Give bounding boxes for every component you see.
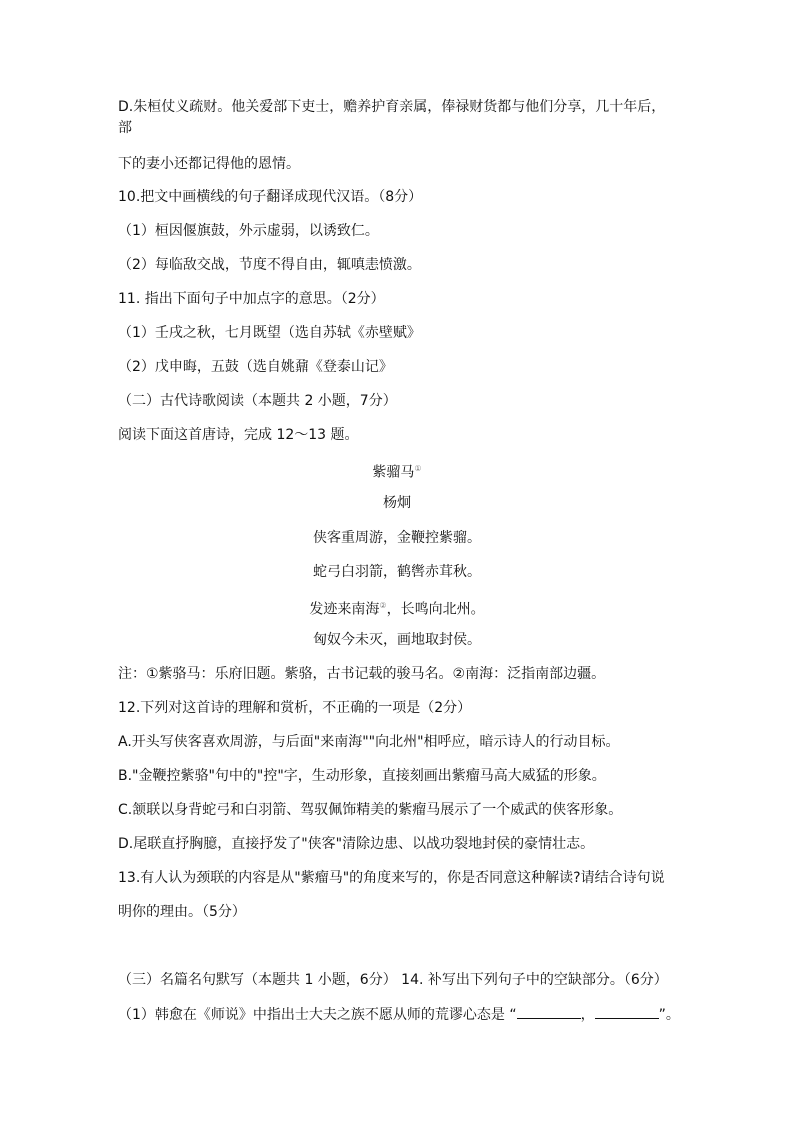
question-13-line-2: 明你的理由。（5分） bbox=[118, 904, 246, 920]
question-14-item-1-prefix: （1）韩愈在《师说》中指出士大夫之族不愿从师的荒谬心态是 “ bbox=[118, 1007, 517, 1023]
poem-line-1: 侠客重周游，金鞭控紫骝。 bbox=[313, 530, 481, 546]
poem-line-3-part-2: ，长鸣向北州。 bbox=[386, 601, 485, 618]
question-14-item-1-separator: ， bbox=[580, 1007, 595, 1023]
option-d-wrap-text: 部 bbox=[118, 120, 132, 136]
question-10-item-2: （2）每临敌交战，节度不得自由，辄嗔恚愤激。 bbox=[118, 257, 421, 273]
poem-title-text: 紫骝马 bbox=[372, 464, 415, 481]
section-3-heading: （三）名篇名句默写（本题共 1 小题，6分） 14. 补写出下列句子中的空缺部分。（6分） bbox=[118, 972, 668, 988]
poem-line-3-part-1: 发迹来南海 bbox=[309, 601, 380, 618]
answer-blank-1[interactable] bbox=[517, 1004, 581, 1019]
poem-notes: 注：①紫骆马：乐府旧题。紫骆，古书记载的骏马名。②南海：泛指南部边疆。 bbox=[118, 666, 606, 682]
question-11: 11. 指出下面句子中加点字的意思。（2分） bbox=[118, 291, 385, 307]
question-12-option-a: A.开头写侠客喜欢周游，与后面"来南海""向北州"相呼应，暗示诗人的行动目标。 bbox=[118, 734, 620, 750]
question-13-line-1: 13.有人认为颈联的内容是从"紫瘤马"的角度来写的，你是否同意这种解读?请结合诗句说 bbox=[118, 870, 665, 886]
question-12-option-b: B."金鞭控紫骆"句中的"控"字，生动形象，直接刻画出紫瘤马高大威猛的形象。 bbox=[118, 768, 606, 784]
option-d-wrap bbox=[118, 118, 132, 138]
question-14-item-1 bbox=[118, 1004, 680, 1025]
option-d-text: D.朱桓仗义疏财。他关爱部下吏士，赡养护育亲属，俸禄财货都与他们分享，几十年后， bbox=[118, 99, 666, 115]
question-12-option-d: D.尾联直抒胸臆，直接抒发了"侠客"清除边患、以战功裂地封侯的豪情壮志。 bbox=[118, 836, 595, 852]
poem-title-note-mark: ① bbox=[414, 464, 422, 473]
question-14-item-1-suffix: ”。 bbox=[658, 1007, 680, 1023]
option-d-line1 bbox=[118, 97, 665, 117]
question-10: 10.把文中画横线的句子翻译成现代汉语。（8分） bbox=[118, 189, 423, 205]
question-12: 12.下列对这首诗的理解和赏析，不正确的一项是（2分） bbox=[118, 700, 472, 716]
option-d-line2: 下的妻小还都记得他的恩情。 bbox=[118, 156, 300, 172]
poem-author: 杨炯 bbox=[383, 495, 411, 511]
section-2-intro: 阅读下面这首唐诗，完成 12～13 题。 bbox=[118, 427, 359, 443]
question-11-item-2: （2）戊申晦，五鼓（选自姚鼐《登泰山记》 bbox=[118, 359, 393, 375]
poem-title bbox=[0, 459, 794, 483]
question-10-item-1: （1）桓因偃旗鼓，外示虚弱，以诱致仁。 bbox=[118, 223, 379, 239]
poem-line-2: 蛇弓白羽箭，鹤辔赤茸秋。 bbox=[313, 564, 481, 580]
answer-blank-2[interactable] bbox=[595, 1004, 659, 1019]
question-12-option-c: C.颔联以身背蛇弓和白羽箭、驾驭佩饰精美的紫瘤马展示了一个威武的侠客形象。 bbox=[118, 802, 623, 818]
question-11-item-1: （1）壬戌之秋，七月既望（选自苏轼《赤壁赋》 bbox=[118, 325, 421, 341]
poem-line-4: 匈奴今未灭，画地取封侯。 bbox=[313, 632, 481, 648]
poem-line-3 bbox=[0, 596, 794, 620]
poem-line-3-note-mark: ② bbox=[379, 601, 387, 610]
section-2-heading: （二）古代诗歌阅读（本题共 2 小题，7分） bbox=[118, 393, 397, 409]
